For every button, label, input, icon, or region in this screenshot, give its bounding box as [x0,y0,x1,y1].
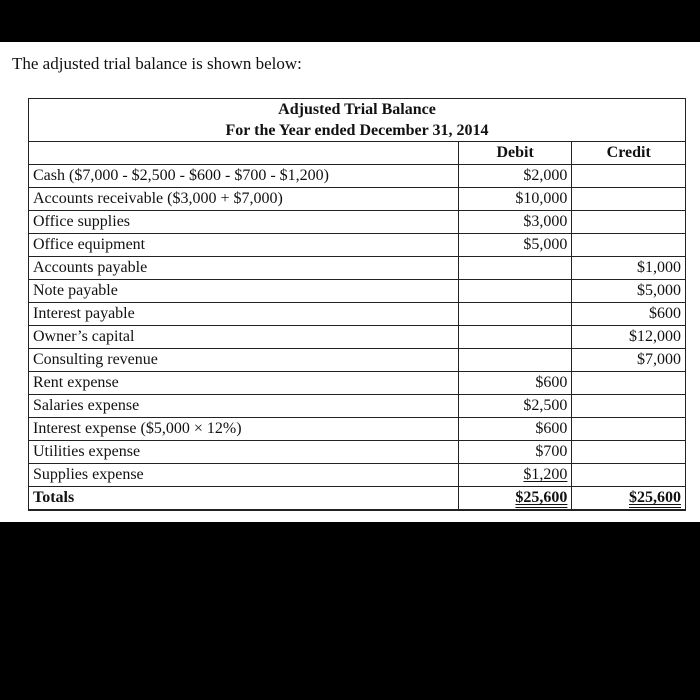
table-row [29,326,686,349]
account-name: Supplies expense [29,464,459,487]
credit-amount: $7,000 [572,349,686,372]
account-name: Consulting revenue [29,349,459,372]
totals-debit [458,487,572,511]
column-header-debit: Debit [458,142,572,165]
account-name: Office equipment [29,234,459,257]
table-row [29,464,686,487]
column-header-blank [29,142,459,165]
account-name: Interest payable [29,303,459,326]
credit-amount [572,234,686,257]
account-name: Interest expense ($5,000 × 12%) [29,418,459,441]
table-row [29,280,686,303]
account-name: Accounts receivable ($3,000 + $7,000) [29,188,459,211]
account-name: Note payable [29,280,459,303]
debit-amount: $600 [458,372,572,395]
credit-amount: $1,000 [572,257,686,280]
account-name: Accounts payable [29,257,459,280]
table-row [29,441,686,464]
debit-amount: $2,500 [458,395,572,418]
credit-amount: $12,000 [572,326,686,349]
credit-amount [572,188,686,211]
debit-amount [458,257,572,280]
debit-amount [458,280,572,303]
debit-amount: $600 [458,418,572,441]
table-title-cell [29,99,686,142]
account-name: Utilities expense [29,441,459,464]
account-name: Cash ($7,000 - $2,500 - $600 - $700 - $1,200) [29,165,459,188]
credit-amount [572,464,686,487]
credit-amount [572,418,686,441]
credit-amount [572,395,686,418]
table-row [29,303,686,326]
credit-amount: $5,000 [572,280,686,303]
totals-debit-value: $25,600 [515,489,568,506]
totals-row [29,487,686,511]
debit-amount: $10,000 [458,188,572,211]
credit-amount [572,441,686,464]
table-subtitle: For the Year ended December 31, 2014 [225,122,489,139]
credit-amount [572,372,686,395]
debit-amount [458,326,572,349]
table-row [29,234,686,257]
account-name: Salaries expense [29,395,459,418]
debit-amount: $5,000 [458,234,572,257]
table-title: Adjusted Trial Balance [278,101,436,118]
debit-amount [458,303,572,326]
credit-amount [572,165,686,188]
debit-amount [458,349,572,372]
table-row [29,349,686,372]
table-header-row [29,99,686,142]
table-row [29,165,686,188]
totals-credit-value: $25,600 [629,489,681,506]
debit-amount: $3,000 [458,211,572,234]
table-row [29,418,686,441]
table-row [29,188,686,211]
totals-label: Totals [29,487,459,511]
debit-amount: $2,000 [458,165,572,188]
table-row [29,257,686,280]
document-page [0,42,700,522]
account-name: Office supplies [29,211,459,234]
credit-amount: $600 [572,303,686,326]
account-name: Owner’s capital [29,326,459,349]
totals-credit [572,487,686,511]
column-header-row [29,142,686,165]
table-row [29,372,686,395]
adjusted-trial-balance-table [28,98,686,511]
column-header-credit: Credit [572,142,686,165]
table-row [29,211,686,234]
intro-text: The adjusted trial balance is shown below: [12,54,302,73]
credit-amount [572,211,686,234]
debit-amount: $700 [458,441,572,464]
account-name: Rent expense [29,372,459,395]
table-row [29,395,686,418]
debit-amount: $1,200 [458,464,572,487]
